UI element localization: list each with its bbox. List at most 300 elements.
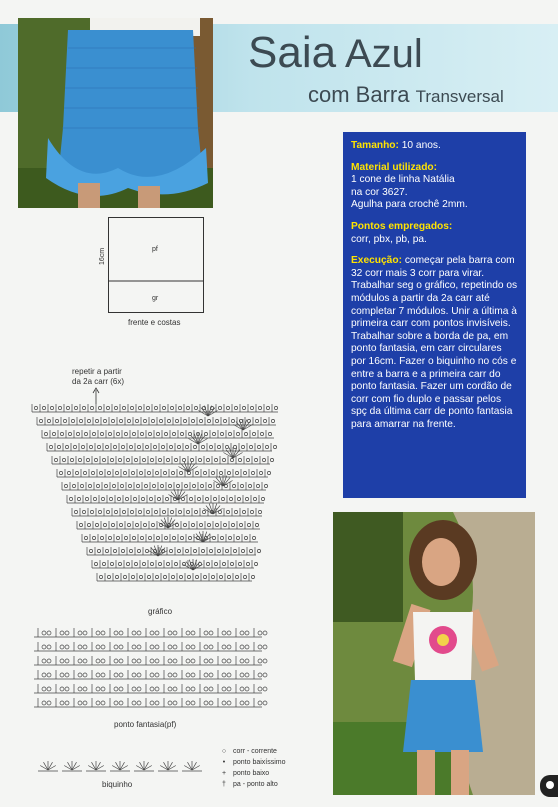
legend-symbol: † bbox=[222, 781, 226, 788]
chain-mark bbox=[105, 549, 108, 552]
chain-mark bbox=[162, 406, 165, 409]
chain-mark bbox=[270, 458, 273, 461]
chain-mark bbox=[232, 484, 235, 487]
title-com-barra: com Barra bbox=[308, 82, 410, 107]
pf-chain-mark bbox=[240, 687, 244, 691]
pf-chain-mark bbox=[96, 673, 100, 677]
legend-text: pa - ponto alto bbox=[233, 781, 278, 788]
chain-mark bbox=[193, 549, 196, 552]
chain-mark bbox=[190, 458, 193, 461]
chain-mark bbox=[178, 510, 181, 513]
pf-chain-mark bbox=[114, 659, 118, 663]
chain-mark bbox=[140, 432, 143, 435]
chain-mark bbox=[112, 484, 115, 487]
chain-mark bbox=[239, 523, 242, 526]
pf-chain-mark bbox=[263, 645, 267, 649]
pf-chain-mark bbox=[227, 701, 231, 705]
chain-mark bbox=[118, 458, 121, 461]
chain-mark bbox=[222, 458, 225, 461]
chain-mark bbox=[228, 536, 231, 539]
pf-chain-mark bbox=[168, 687, 172, 691]
pf-chain-mark bbox=[168, 701, 172, 705]
chain-mark bbox=[74, 510, 77, 513]
chain-mark bbox=[179, 471, 182, 474]
chain-mark bbox=[114, 510, 117, 513]
pf-chain-mark bbox=[186, 659, 190, 663]
chain-mark bbox=[55, 419, 58, 422]
fan-mark bbox=[236, 422, 243, 430]
chain-mark bbox=[146, 406, 149, 409]
schematic-bottom-label: gr bbox=[152, 295, 159, 302]
chain-mark bbox=[250, 510, 253, 513]
chain-mark bbox=[180, 536, 183, 539]
pf-chain-mark bbox=[209, 631, 213, 635]
chain-mark bbox=[268, 432, 271, 435]
pf-chain-mark bbox=[168, 659, 172, 663]
chain-mark bbox=[98, 510, 101, 513]
chain-mark bbox=[195, 575, 198, 578]
chain-mark bbox=[91, 471, 94, 474]
chain-mark bbox=[244, 432, 247, 435]
chain-mark bbox=[87, 419, 90, 422]
graph-caption: gráfico bbox=[148, 607, 173, 616]
chain-mark bbox=[88, 484, 91, 487]
chain-mark bbox=[184, 484, 187, 487]
chain-mark bbox=[156, 536, 159, 539]
fan-mark bbox=[198, 436, 205, 444]
chain-mark bbox=[66, 406, 69, 409]
pf-chain-mark bbox=[258, 701, 262, 705]
chain-mark bbox=[44, 432, 47, 435]
chain-mark bbox=[155, 575, 158, 578]
fan-mark bbox=[193, 562, 200, 570]
chain-mark bbox=[235, 471, 238, 474]
chain-mark bbox=[137, 549, 140, 552]
pf-chain-mark bbox=[96, 645, 100, 649]
chain-mark bbox=[234, 510, 237, 513]
pf-chain-mark bbox=[191, 645, 195, 649]
pf-chain-mark bbox=[245, 701, 249, 705]
pf-chain-mark bbox=[245, 673, 249, 677]
execucao-text: começar pela barra com 32 corr mais 3 corr para virar. Trabalhar seg o gráfico, repetindo os módulos a partir da 2a carr até completar 7 módulos. Unir a última à primeira carr com pontos invisíveis. Trabalhar sobre a borda de pa, em ponto fantasia, em carr circulares por 16cm. Fazer o biquinho no cós e entre a barra e a primeira carr do ponto fantasia. Fazer um cordão de corr com fio duplo e passar pelos spç da última carr de ponto fantasia para amarrar na frente. bbox=[351, 255, 518, 430]
chain-mark bbox=[89, 549, 92, 552]
chain-mark bbox=[241, 549, 244, 552]
chain-mark bbox=[69, 497, 72, 500]
schematic-height-label: 16cm bbox=[99, 247, 106, 265]
chain-mark bbox=[164, 432, 167, 435]
fan-mark bbox=[243, 422, 250, 430]
pf-chain-mark bbox=[204, 687, 208, 691]
chain-mark bbox=[92, 536, 95, 539]
pf-chain-mark bbox=[263, 673, 267, 677]
chain-mark bbox=[234, 406, 237, 409]
chain-mark bbox=[175, 523, 178, 526]
pf-chain-mark bbox=[132, 659, 136, 663]
title-transversal: Transversal bbox=[415, 87, 504, 106]
chain-mark bbox=[104, 484, 107, 487]
pf-chain-mark bbox=[119, 631, 123, 635]
pf-chain-mark bbox=[227, 659, 231, 663]
chain-mark bbox=[230, 458, 233, 461]
chain-mark bbox=[165, 497, 168, 500]
chain-mark bbox=[218, 406, 221, 409]
chain-mark bbox=[177, 445, 180, 448]
chain-mark bbox=[62, 458, 65, 461]
chain-mark bbox=[138, 406, 141, 409]
chain-mark bbox=[215, 523, 218, 526]
chain-mark bbox=[178, 406, 181, 409]
chain-mark bbox=[172, 536, 175, 539]
chain-mark bbox=[117, 497, 120, 500]
chain-mark bbox=[111, 523, 114, 526]
chain-mark bbox=[238, 562, 241, 565]
biquinho-caption: biquinho bbox=[102, 780, 133, 789]
chain-mark bbox=[215, 419, 218, 422]
chain-mark bbox=[84, 432, 87, 435]
chain-mark bbox=[162, 510, 165, 513]
pf-chain-mark bbox=[155, 687, 159, 691]
chain-mark bbox=[185, 549, 188, 552]
chain-mark bbox=[255, 523, 258, 526]
pf-chain-mark bbox=[240, 701, 244, 705]
tamanho-value: 10 anos. bbox=[401, 140, 441, 151]
pf-chain-mark bbox=[168, 631, 172, 635]
chain-mark bbox=[249, 445, 252, 448]
chain-mark bbox=[223, 523, 226, 526]
pf-chain-mark bbox=[209, 701, 213, 705]
chain-mark bbox=[155, 471, 158, 474]
material-line: Agulha para crochê 2mm. bbox=[351, 199, 468, 211]
chain-mark bbox=[221, 497, 224, 500]
pf-chain-mark bbox=[42, 659, 46, 663]
pf-chain-mark bbox=[191, 687, 195, 691]
chain-mark bbox=[189, 497, 192, 500]
chain-mark bbox=[107, 471, 110, 474]
chain-mark bbox=[225, 549, 228, 552]
chain-mark bbox=[183, 419, 186, 422]
pf-chain-mark bbox=[150, 631, 154, 635]
chain-mark bbox=[63, 419, 66, 422]
chain-mark bbox=[139, 575, 142, 578]
fan-mark bbox=[168, 520, 175, 528]
chain-mark bbox=[182, 458, 185, 461]
pf-chain-mark bbox=[222, 645, 226, 649]
chain-mark bbox=[150, 562, 153, 565]
chain-mark bbox=[148, 536, 151, 539]
pf-chain-mark bbox=[101, 659, 105, 663]
chain-mark bbox=[154, 406, 157, 409]
pf-chain-mark bbox=[101, 673, 105, 677]
chain-mark bbox=[85, 497, 88, 500]
chain-mark bbox=[42, 406, 45, 409]
pf-chain-mark bbox=[137, 687, 141, 691]
title-azul: Azul bbox=[344, 32, 423, 76]
chain-mark bbox=[86, 458, 89, 461]
chain-mark bbox=[121, 445, 124, 448]
girl-photo bbox=[333, 512, 535, 795]
pf-chain-mark bbox=[168, 673, 172, 677]
pf-chain-mark bbox=[114, 673, 118, 677]
chain-mark bbox=[118, 562, 121, 565]
pf-chain-mark bbox=[83, 701, 87, 705]
chain-mark bbox=[203, 471, 206, 474]
chain-mark bbox=[254, 562, 257, 565]
pf-chain-mark bbox=[173, 687, 177, 691]
chain-mark bbox=[202, 510, 205, 513]
chain-mark bbox=[79, 523, 82, 526]
chain-mark bbox=[98, 406, 101, 409]
chain-mark bbox=[127, 419, 130, 422]
chain-mark bbox=[127, 523, 130, 526]
pf-chain-mark bbox=[132, 701, 136, 705]
chain-mark bbox=[149, 497, 152, 500]
chain-mark bbox=[213, 497, 216, 500]
chain-mark bbox=[106, 406, 109, 409]
legend-text: ponto baixíssimo bbox=[233, 759, 286, 766]
title-line-2 bbox=[308, 82, 504, 108]
chain-mark bbox=[59, 471, 62, 474]
chain-mark bbox=[212, 536, 215, 539]
chain-mark bbox=[257, 445, 260, 448]
pf-chain-mark bbox=[258, 631, 262, 635]
pf-chain-mark bbox=[101, 687, 105, 691]
chain-mark bbox=[109, 497, 112, 500]
chain-mark bbox=[177, 549, 180, 552]
chain-mark bbox=[122, 510, 125, 513]
pf-chain-mark bbox=[78, 645, 82, 649]
pf-chain-mark bbox=[96, 631, 100, 635]
chain-mark bbox=[52, 432, 55, 435]
pf-chain-mark bbox=[83, 673, 87, 677]
pf-chain-mark bbox=[173, 659, 177, 663]
chain-mark bbox=[223, 419, 226, 422]
pf-chain-mark bbox=[96, 701, 100, 705]
chain-mark bbox=[82, 406, 85, 409]
pf-chain-mark bbox=[222, 701, 226, 705]
chain-mark bbox=[73, 445, 76, 448]
chain-mark bbox=[116, 432, 119, 435]
chain-mark bbox=[252, 432, 255, 435]
chain-mark bbox=[111, 419, 114, 422]
chain-mark bbox=[264, 484, 267, 487]
pf-chain-mark bbox=[227, 673, 231, 677]
pf-chain-mark bbox=[60, 645, 64, 649]
pf-chain-mark bbox=[42, 631, 46, 635]
chain-mark bbox=[132, 432, 135, 435]
chain-mark bbox=[108, 432, 111, 435]
chain-mark bbox=[229, 497, 232, 500]
chain-mark bbox=[250, 406, 253, 409]
chain-mark bbox=[231, 523, 234, 526]
chain-mark bbox=[220, 536, 223, 539]
pf-chain-mark bbox=[222, 659, 226, 663]
chain-mark bbox=[34, 406, 37, 409]
pf-chain-mark bbox=[155, 673, 159, 677]
pf-chain-mark bbox=[204, 645, 208, 649]
pf-chain-mark bbox=[209, 673, 213, 677]
pf-chain-mark bbox=[101, 645, 105, 649]
chain-mark bbox=[143, 419, 146, 422]
chain-mark bbox=[71, 419, 74, 422]
pf-chain-mark bbox=[78, 673, 82, 677]
legend-item bbox=[220, 779, 286, 790]
chain-mark bbox=[253, 497, 256, 500]
chain-mark bbox=[102, 562, 105, 565]
pf-chain-mark bbox=[65, 673, 69, 677]
material-line: na cor 3627. bbox=[351, 186, 408, 198]
pf-chain-mark bbox=[227, 631, 231, 635]
pf-chain-mark bbox=[60, 687, 64, 691]
pf-chain-mark bbox=[60, 659, 64, 663]
fan-mark bbox=[206, 506, 213, 514]
pf-chain-mark bbox=[209, 687, 213, 691]
chain-mark bbox=[256, 484, 259, 487]
chain-mark bbox=[226, 510, 229, 513]
chain-mark bbox=[199, 419, 202, 422]
chain-mark bbox=[249, 549, 252, 552]
chain-mark bbox=[197, 497, 200, 500]
chain-mark bbox=[60, 432, 63, 435]
pf-chain-mark bbox=[240, 659, 244, 663]
chain-mark bbox=[145, 445, 148, 448]
chain-mark bbox=[158, 562, 161, 565]
chain-mark bbox=[201, 549, 204, 552]
chain-mark bbox=[233, 549, 236, 552]
chain-mark bbox=[159, 419, 162, 422]
chain-mark bbox=[141, 497, 144, 500]
chain-mark bbox=[209, 549, 212, 552]
pf-chain-mark bbox=[173, 631, 177, 635]
pf-chain-mark bbox=[155, 659, 159, 663]
chain-mark bbox=[142, 458, 145, 461]
pf-chain-mark bbox=[191, 631, 195, 635]
pf-chain-mark bbox=[119, 659, 123, 663]
pf-chain-mark bbox=[209, 659, 213, 663]
pf-chain-mark bbox=[240, 645, 244, 649]
fan-mark bbox=[188, 464, 195, 472]
chain-mark bbox=[83, 471, 86, 474]
chain-mark bbox=[274, 406, 277, 409]
instructions-box bbox=[343, 132, 526, 498]
chain-mark bbox=[216, 484, 219, 487]
chain-mark bbox=[72, 484, 75, 487]
pf-chain-mark bbox=[83, 659, 87, 663]
chain-mark bbox=[260, 432, 263, 435]
schematic-diagram bbox=[99, 217, 204, 313]
pf-chain-mark bbox=[137, 631, 141, 635]
pf-chain-mark bbox=[60, 701, 64, 705]
fan-mark bbox=[213, 506, 220, 514]
pf-chain-mark bbox=[137, 673, 141, 677]
legend-item bbox=[220, 746, 286, 757]
pf-chain-mark bbox=[65, 631, 69, 635]
chain-mark bbox=[121, 549, 124, 552]
chain-mark bbox=[208, 484, 211, 487]
chain-mark bbox=[238, 458, 241, 461]
pf-chain-mark bbox=[119, 645, 123, 649]
pf-chain-mark bbox=[47, 701, 51, 705]
pf-chain-mark bbox=[263, 659, 267, 663]
pf-chain-mark bbox=[96, 659, 100, 663]
pf-chain-mark bbox=[65, 645, 69, 649]
pf-chain-mark bbox=[263, 631, 267, 635]
pf-chain-mark bbox=[245, 659, 249, 663]
chain-mark bbox=[148, 432, 151, 435]
ponto-fantasia-chart bbox=[34, 627, 264, 717]
chain-mark bbox=[166, 458, 169, 461]
chain-mark bbox=[57, 445, 60, 448]
skirt-photo bbox=[18, 18, 213, 208]
schematic-top-label: pf bbox=[152, 246, 158, 253]
chain-mark bbox=[39, 419, 42, 422]
pf-chain-mark bbox=[204, 659, 208, 663]
pf-chain-mark bbox=[204, 701, 208, 705]
pf-chain-mark bbox=[96, 687, 100, 691]
chain-mark bbox=[115, 471, 118, 474]
pf-chain-mark bbox=[204, 673, 208, 677]
chain-mark bbox=[230, 562, 233, 565]
pf-chain-mark bbox=[258, 645, 262, 649]
chain-mark bbox=[80, 484, 83, 487]
chain-mark bbox=[217, 445, 220, 448]
pf-chain-mark bbox=[191, 659, 195, 663]
pf-chain-mark bbox=[227, 687, 231, 691]
crochet-chart bbox=[28, 384, 288, 604]
chain-mark bbox=[70, 458, 73, 461]
chain-mark bbox=[258, 510, 261, 513]
chain-mark bbox=[100, 536, 103, 539]
chain-mark bbox=[166, 562, 169, 565]
chain-mark bbox=[261, 497, 264, 500]
chain-mark bbox=[203, 575, 206, 578]
chain-mark bbox=[174, 562, 177, 565]
chain-mark bbox=[179, 575, 182, 578]
chain-mark bbox=[125, 497, 128, 500]
chain-mark bbox=[145, 549, 148, 552]
pf-chain-mark bbox=[222, 687, 226, 691]
pontos-value: corr, pbx, pb, pa. bbox=[351, 233, 427, 245]
chain-mark bbox=[214, 562, 217, 565]
chain-mark bbox=[97, 549, 100, 552]
chain-mark bbox=[244, 536, 247, 539]
pf-chain-mark bbox=[132, 631, 136, 635]
chain-mark bbox=[219, 575, 222, 578]
chain-mark bbox=[255, 419, 258, 422]
pf-chain-mark bbox=[78, 687, 82, 691]
pf-chain-mark bbox=[173, 645, 177, 649]
chain-mark bbox=[50, 406, 53, 409]
chain-mark bbox=[95, 523, 98, 526]
legend-symbol: ○ bbox=[221, 748, 227, 755]
chain-mark bbox=[124, 432, 127, 435]
chain-mark bbox=[113, 445, 116, 448]
execucao-label: Execução: bbox=[351, 255, 402, 267]
pf-chain-mark bbox=[168, 645, 172, 649]
chain-mark bbox=[137, 445, 140, 448]
chain-mark bbox=[170, 510, 173, 513]
chain-mark bbox=[65, 445, 68, 448]
chain-mark bbox=[146, 510, 149, 513]
chain-mark bbox=[139, 471, 142, 474]
pf-chain-mark bbox=[186, 631, 190, 635]
chain-mark bbox=[87, 523, 90, 526]
chain-mark bbox=[147, 575, 150, 578]
chain-mark bbox=[90, 406, 93, 409]
chain-mark bbox=[243, 471, 246, 474]
legend-item bbox=[220, 768, 286, 779]
pf-chain-mark bbox=[240, 631, 244, 635]
chain-mark bbox=[123, 575, 126, 578]
